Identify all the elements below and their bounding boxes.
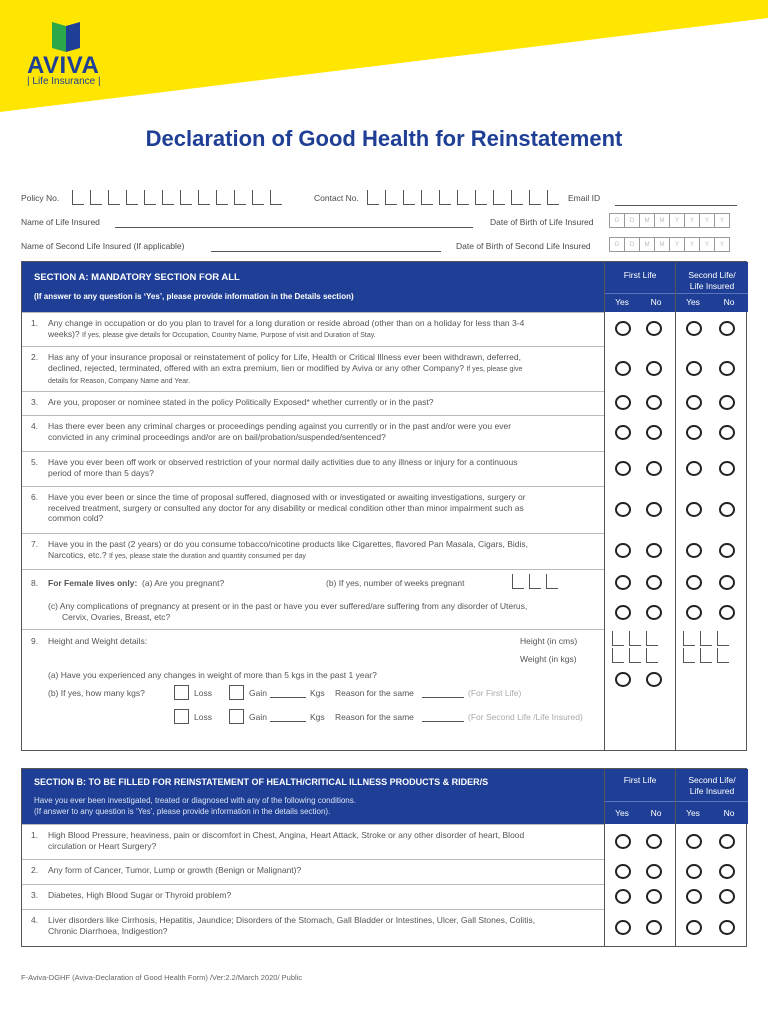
question-number: 1. [31,318,39,328]
name-life-insured-field[interactable] [115,227,473,228]
section-a-q6-first-life-yes-radio[interactable] [615,502,631,517]
question-row [22,884,604,909]
section-a-q6-second-life-yes-radio[interactable] [686,502,702,517]
question-number: 2. [31,352,39,362]
question-9a: (a) Have you experienced any changes in weight of more than 5 kgs in the past 1 year? [48,670,377,680]
yes-label: Yes [686,297,700,307]
question-note: If yes, please give details for Occupation, Country Name, Purpose of visit and Duration of Stay. [82,331,376,339]
no-label: No [650,297,662,307]
section-a-q8c-second-life-yes-radio[interactable] [686,605,702,620]
section-a-q1-first-life-yes-radio[interactable] [615,321,631,336]
section-a-q8c-first-life-yes-radio[interactable] [615,605,631,620]
dob-life-insured-label: Date of Birth of Life Insured [490,217,594,227]
section-a-q9a-first-life-yes-radio[interactable] [615,672,631,687]
loss-label: Loss [194,712,212,722]
question-text [48,539,578,562]
question-line: Has any of your insurance proposal or reinstatement of policy for Life, Health or Critical Illness ever been withdrawn, deferred, [48,352,521,362]
question-number: 6. [31,492,39,502]
section-a-q4-second-life-yes-radio[interactable] [686,425,702,440]
question-text [48,865,578,876]
dob-digit-box[interactable]: M [654,237,670,252]
section-b-q2-first-life-no-radio[interactable] [646,864,662,879]
contact-no-field[interactable] [367,190,559,205]
header-yellow-band [0,0,768,115]
question-number: 8. [31,578,39,588]
section-a-q7-second-life-no-radio[interactable] [719,543,735,558]
dob-second-life-label: Date of Birth of Second Life Insured [456,241,591,251]
reason-label: Reason for the same [335,712,414,722]
section-a-q5-first-life-yes-radio[interactable] [615,461,631,476]
name-life-insured-label: Name of Life Insured [21,217,100,227]
question-line: Any form of Cancer, Tumor, Lump or growth (Benign or Malignant)? [48,865,302,875]
question-text [48,492,578,524]
section-b-q3-second-life-yes-radio[interactable] [686,889,702,904]
section-a-subtitle: (If answer to any question is ‘Yes’, please provide information in the Details section) [34,292,354,301]
section-b-q1-second-life-no-radio[interactable] [719,834,735,849]
section-b-title: SECTION B: TO BE FILLED FOR REINSTATEMENT OF HEALTH/CRITICAL ILLNESS PRODUCTS & RIDER/S [34,777,489,787]
loss-label: Loss [194,688,212,698]
section-a-q2-second-life-no-radio[interactable] [719,361,735,376]
section-a-q9a-first-life-no-radio[interactable] [646,672,662,687]
dob-digit-box[interactable]: Y [699,213,715,228]
question-text [48,830,578,851]
policy-no-label: Policy No. [21,193,60,203]
question-text [48,352,578,388]
height-weight-label: Height and Weight details: [48,636,148,646]
section-b-header [22,769,604,824]
yes-label: Yes [686,808,700,818]
section-a [21,261,747,751]
question-number: 1. [31,830,39,840]
column-divider [675,262,676,750]
name-second-life-field[interactable] [211,251,441,252]
dob-digit-box[interactable]: M [639,237,655,252]
weight-label: Weight (in kgs) [520,654,577,664]
question-line: Diabetes, High Blood Sugar or Thyroid problem? [48,890,232,900]
section-a-q4-first-life-yes-radio[interactable] [615,425,631,440]
section-b-q4-second-life-no-radio[interactable] [719,920,735,935]
second-life-label: Second Life/ [688,775,736,785]
section-a-second-life-head [676,262,748,312]
loss-checkbox-first-life[interactable] [174,685,189,700]
reason-label: Reason for the same [335,688,414,698]
section-a-q8a-second-life-no-radio[interactable] [719,575,735,590]
dob-digit-box[interactable]: Y [684,213,700,228]
section-a-q5-first-life-no-radio[interactable] [646,461,662,476]
question-line: Liver disorders like Cirrhosis, Hepatitis, Jaundice; Disorders of the Stomach, Gall Bladder or Intestines, Ulcer, Gall Stones, Colitis, [48,915,536,925]
section-a-q8c-second-life-no-radio[interactable] [719,605,735,620]
question-row [22,824,604,859]
kgs-label: Kgs [310,688,325,698]
section-a-q4-second-life-no-radio[interactable] [719,425,735,440]
column-divider [675,769,676,946]
question-line: common cold? [48,513,104,523]
question-line: High Blood Pressure, heaviness, pain or discomfort in Chest, Angina, Heart Attack, Stroke or any other disorder of heart, Blood [48,830,525,840]
yes-label: Yes [615,808,629,818]
question-text [48,318,578,341]
section-b-q2-second-life-yes-radio[interactable] [686,864,702,879]
section-a-q7-second-life-yes-radio[interactable] [686,543,702,558]
section-a-q3-second-life-no-radio[interactable] [719,395,735,410]
gain-label: Gain [249,712,267,722]
brand-tagline: | Life Insurance | [27,76,101,87]
height-field-second-life[interactable] [683,631,729,646]
question-line: Narcotics, etc.? [48,549,107,560]
email-id-field[interactable] [615,205,737,206]
question-line: convicted in any criminal proceedings and/or are on bail/probation/suspended/sentenced? [48,431,386,442]
section-b-q3-first-life-yes-radio[interactable] [615,889,631,904]
question-row [22,533,604,569]
page-title: Declaration of Good Health for Reinstatement [145,126,623,151]
dob-digit-box[interactable]: Y [714,213,730,228]
question-line: received treatment, surgery or consulted any doctor for any disability or medical condition other than minor impairment such as [48,502,524,513]
section-b [21,768,747,947]
section-a-q3-first-life-yes-radio[interactable] [615,395,631,410]
reason-field-second-life[interactable] [422,721,464,722]
question-text [48,421,578,442]
question-row [22,909,604,947]
second-life-hint: (For Second Life /Life Insured) [468,712,583,722]
no-label: No [723,297,735,307]
question-line: declined, rejected, terminated, offered with an extra premium, lien or modified by Aviva or any other Company? [48,362,464,373]
reason-field-first-life[interactable] [422,697,464,698]
footer-form-code: F-Aviva-DGHF (Aviva-Declaration of Good Health Form) /Ver:2.2/March 2020/ Public [21,973,303,982]
question-line: Have you ever been or since the time of proposal suffered, diagnosed with or investigated or awaiting investigations, surgery or [48,492,526,502]
dob-second-life-field[interactable] [609,237,729,252]
female-lives-label: For Female lives only: [48,578,138,588]
section-a-header [22,262,604,312]
section-b-q2-second-life-no-radio[interactable] [719,864,735,879]
question-row [22,415,604,451]
second-life-label-2: Life Insured [689,786,735,796]
section-b-q4-first-life-yes-radio[interactable] [615,920,631,935]
section-a-q7-first-life-yes-radio[interactable] [615,543,631,558]
section-a-q3-first-life-no-radio[interactable] [646,395,662,410]
section-a-first-life-head [605,262,675,312]
section-a-q8a-first-life-yes-radio[interactable] [615,575,631,590]
section-a-q2-first-life-no-radio[interactable] [646,361,662,376]
dob-digit-box[interactable]: Y [714,237,730,252]
loss-checkbox-second-life[interactable] [174,709,189,724]
gain-label: Gain [249,688,267,698]
dob-digit-box[interactable]: D [624,213,640,228]
height-field-first-life[interactable] [612,631,658,646]
section-a-title: SECTION A: MANDATORY SECTION FOR ALL [34,272,240,283]
section-a-q1-second-life-yes-radio[interactable] [686,321,702,336]
first-life-label: First Life [623,270,657,280]
question-8b: (b) If yes, number of weeks pregnant [326,578,465,588]
dob-digit-box[interactable]: D [609,237,625,252]
aviva-flag-icon [42,22,92,52]
gain-checkbox-second-life[interactable] [229,709,244,724]
question-text [48,890,578,901]
section-a-q8a-second-life-yes-radio[interactable] [686,575,702,590]
kgs-field-second-life[interactable] [270,721,306,722]
column-divider [604,769,605,946]
section-b-sub1: Have you ever been investigated, treated or diagnosed with any of the following conditions. [34,796,356,805]
question-row [22,391,604,415]
question-number: 4. [31,915,39,925]
section-a-q4-first-life-no-radio[interactable] [646,425,662,440]
question-text [48,457,578,478]
section-b-q1-second-life-yes-radio[interactable] [686,834,702,849]
weight-field-second-life[interactable] [683,648,729,663]
dob-digit-box[interactable]: M [654,213,670,228]
question-line: details for Reason, Company Name and Year. [48,378,191,385]
section-a-q1-second-life-no-radio[interactable] [719,321,735,336]
question-line: Are you, proposer or nominee stated in the policy Politically Exposed* whether currently or in the past? [48,397,434,407]
gain-checkbox-first-life[interactable] [229,685,244,700]
section-a-q6-second-life-no-radio[interactable] [719,502,735,517]
question-text [48,397,578,408]
dob-life-insured-field[interactable] [609,213,729,228]
question-number: 5. [31,457,39,467]
dob-digit-box[interactable]: Y [669,237,685,252]
section-a-q8a-first-life-no-radio[interactable] [646,575,662,590]
section-b-q3-first-life-no-radio[interactable] [646,889,662,904]
question-8c-cont: Cervix, Ovaries, Breast, etc? [62,612,171,622]
question-row [22,451,604,486]
question-line: Have you in the past (2 years) or do you consume tobacco/nicotine products like Cigarettes, flavored Pan Masala, Cigars, Bidis, [48,539,529,549]
question-line: Any change in occupation or do you plan to travel for a long duration or reside abroad (other than on a holiday for less than 3-4 [48,318,525,328]
section-b-q2-first-life-yes-radio[interactable] [615,864,631,879]
question-row [22,859,604,884]
section-a-q3-second-life-yes-radio[interactable] [686,395,702,410]
question-note: If yes, please give [466,365,523,373]
weeks-pregnant-field[interactable] [512,574,558,589]
question-number: 4. [31,421,39,431]
question-line: circulation or Heart Surgery? [48,840,157,851]
contact-no-label: Contact No. [314,193,359,203]
weight-field-first-life[interactable] [612,648,658,663]
question-number: 7. [31,539,39,549]
section-a-q1-first-life-no-radio[interactable] [646,321,662,336]
first-life-hint: (For First Life) [468,688,522,698]
kgs-field-first-life[interactable] [270,697,306,698]
column-divider [604,262,605,750]
question-note: If yes, please state the duration and quantity consumed per day [108,552,306,560]
question-row [22,346,604,391]
first-life-label: First Life [623,775,657,785]
section-a-q8c-first-life-no-radio[interactable] [646,605,662,620]
question-number: 3. [31,890,39,900]
height-label: Height (in cms) [520,636,578,646]
question-number: 3. [31,397,39,407]
yes-label: Yes [615,297,629,307]
section-a-q7-first-life-no-radio[interactable] [646,543,662,558]
no-label: No [723,808,735,818]
section-b-first-life-head [605,769,675,824]
policy-no-field[interactable] [72,190,282,205]
dob-digit-box[interactable]: M [639,213,655,228]
section-a-q6-first-life-no-radio[interactable] [646,502,662,517]
question-line: Chronic Diarrhoea, Indigestion? [48,925,168,936]
brand-name: AVIVA [27,52,100,79]
question-row-9 [22,629,604,751]
section-a-q5-second-life-no-radio[interactable] [719,461,735,476]
question-row [22,312,604,346]
question-8c: (c) Any complications of pregnancy at present or in the past or have you ever suffered/are suffering from any disorder of Uterus, [48,601,528,611]
section-a-q5-second-life-yes-radio[interactable] [686,461,702,476]
section-b-q3-second-life-no-radio[interactable] [719,889,735,904]
section-b-q1-first-life-yes-radio[interactable] [615,834,631,849]
no-label: No [650,808,662,818]
name-second-life-label: Name of Second Life Insured (If applicable) [21,241,185,251]
email-id-label: Email ID [568,193,601,203]
question-text [48,915,578,936]
question-line: weeks)? [48,328,80,339]
dob-digit-box[interactable]: D [609,213,625,228]
kgs-label: Kgs [310,712,325,722]
question-line: Has there ever been any criminal charges or proceedings pending against you currently or in the past and/or were you ever [48,421,512,431]
section-b-q1-first-life-no-radio[interactable] [646,834,662,849]
dob-digit-box[interactable]: Y [684,237,700,252]
dob-digit-box[interactable]: Y [669,213,685,228]
question-8a: (a) Are you pregnant? [142,578,225,588]
dob-digit-box[interactable]: Y [699,237,715,252]
question-line: Have you ever been off work or observed restriction of your normal daily activities due to any illness or injury for a continuous [48,457,518,467]
aviva-logo [24,20,114,90]
question-9b: (b) If yes, how many kgs? [48,688,145,698]
section-b-q4-second-life-yes-radio[interactable] [686,920,702,935]
section-b-sub2: (If answer to any question is ‘Yes’, please provide information in the details section). [34,807,331,816]
section-b-q4-first-life-no-radio[interactable] [646,920,662,935]
second-life-label-2: Life Insured [689,281,735,291]
second-life-label: Second Life/ [688,270,736,280]
section-a-q2-first-life-yes-radio[interactable] [615,361,631,376]
question-row [22,486,604,533]
question-number: 9. [31,636,39,646]
question-number: 2. [31,865,39,875]
question-line: period of more than 5 days? [48,467,154,478]
section-b-second-life-head [676,769,748,824]
dob-digit-box[interactable]: D [624,237,640,252]
section-a-q2-second-life-yes-radio[interactable] [686,361,702,376]
question-row-8 [22,569,604,629]
